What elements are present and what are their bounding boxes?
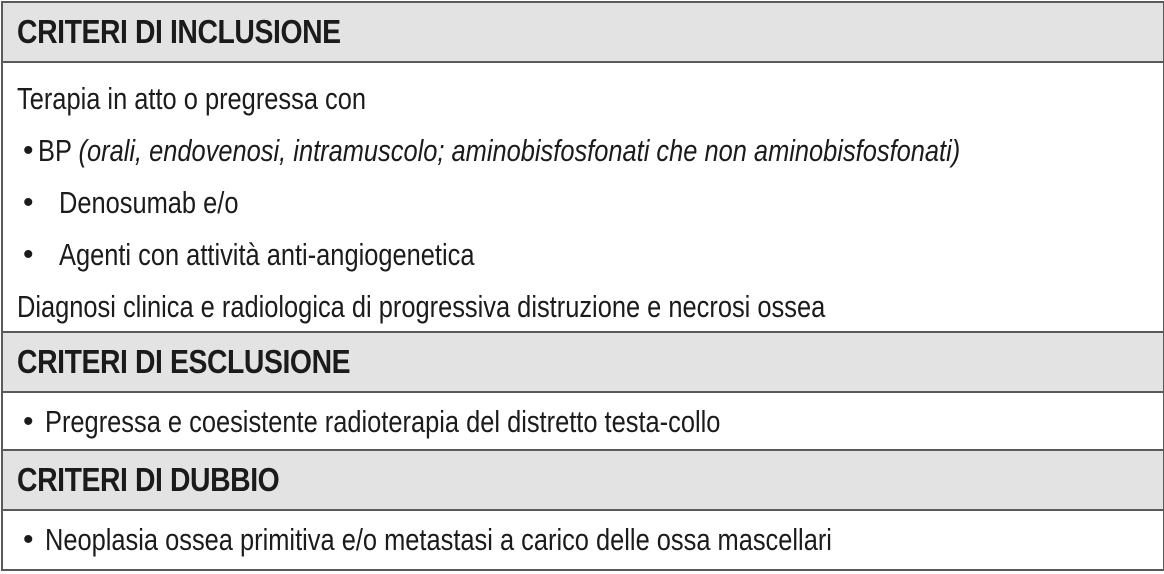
doubt-header: CRITERI DI DUBBIO [3, 451, 1163, 511]
exclusion-header: CRITERI DI ESCLUSIONE [3, 333, 1163, 393]
inclusion-section [3, 63, 1163, 333]
bullet-icon: • [23, 134, 34, 167]
bullet-icon: • [23, 238, 34, 271]
list-item: • Pregressa e coesistente radioterapia del distretto testa-collo [3, 393, 1163, 451]
exclusion-section [3, 393, 1163, 451]
doubt-section [3, 511, 1163, 569]
bullet-icon: • [23, 405, 34, 438]
list-item: • Neoplasia ossea primitiva e/o metastasi a carico delle ossa mascellari [3, 511, 1163, 569]
inclusion-closing: Diagnosi clinica e radiologica di progressiva distruzione e necrosi ossea [17, 289, 826, 324]
list-item: • BP (orali, endovenosi, intramuscolo; aminobisfosfonati che non aminobisfosfonati) [3, 125, 1163, 177]
bullet-icon: • [23, 186, 34, 219]
bullet-icon: • [23, 523, 34, 556]
inclusion-header: CRITERI DI INCLUSIONE [3, 3, 1163, 63]
list-item: • Denosumab e/o [3, 177, 1163, 229]
criteria-table [1, 1, 1164, 571]
inclusion-intro: Terapia in atto o pregressa con [17, 81, 367, 116]
list-item: • Agenti con attività anti-angiogenetica [3, 229, 1163, 281]
